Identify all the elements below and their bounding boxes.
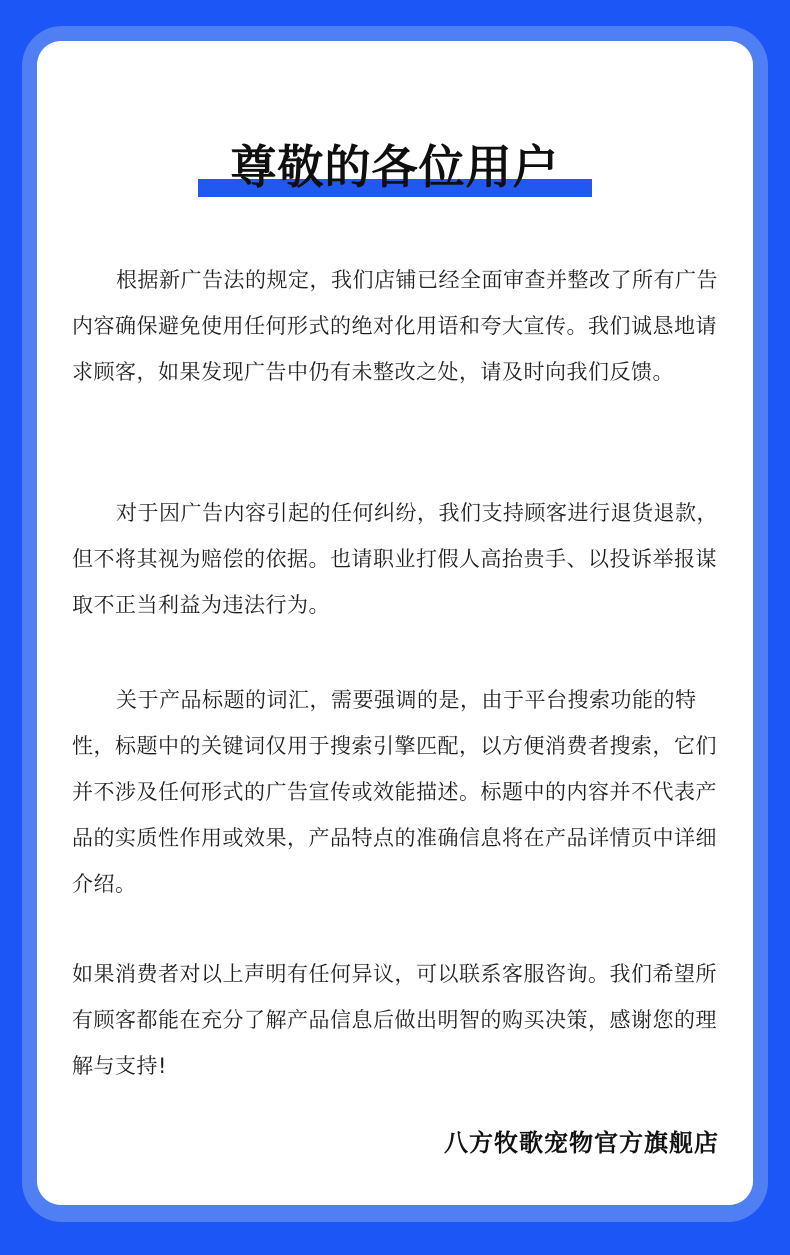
- notice-title: 尊敬的各位用户: [230, 140, 560, 194]
- notice-card: [37, 41, 753, 1205]
- notice-paragraph-1: 根据新广告法的规定，我们店铺已经全面审查并整改了所有广告内容确保避免使用任何形式的绝对化用语和夸大宣传。我们诚恳地请求顾客，如果发现广告中仍有未整改之处，请及时向我们反馈。: [72, 268, 718, 384]
- store-signature: 八方牧歌宠物官方旗舰店: [444, 1129, 719, 1157]
- title-block: [198, 140, 592, 203]
- notice-paragraph-3: 关于产品标题的词汇，需要强调的是，由于平台搜索功能的特性，标题中的关键词仅用于搜索引擎匹配，以方便消费者搜索，它们并不涉及任何形式的广告宣传或效能描述。标题中的内容并不代表产品的实质性作用或效果，产品特点的准确信息将在产品详情页中详细介绍。: [72, 688, 717, 896]
- notice-paragraph-4: 如果消费者对以上声明有任何异议，可以联系客服咨询。我们希望所有顾客都能在充分了解产品信息后做出明智的购买决策，感谢您的理解与支持!: [72, 962, 717, 1078]
- notice-paragraph-2: 对于因广告内容引起的任何纠纷，我们支持顾客进行退货退款，但不将其视为赔偿的依据。也请职业打假人高抬贵手、以投诉举报谋取不正当利益为违法行为。: [72, 501, 718, 617]
